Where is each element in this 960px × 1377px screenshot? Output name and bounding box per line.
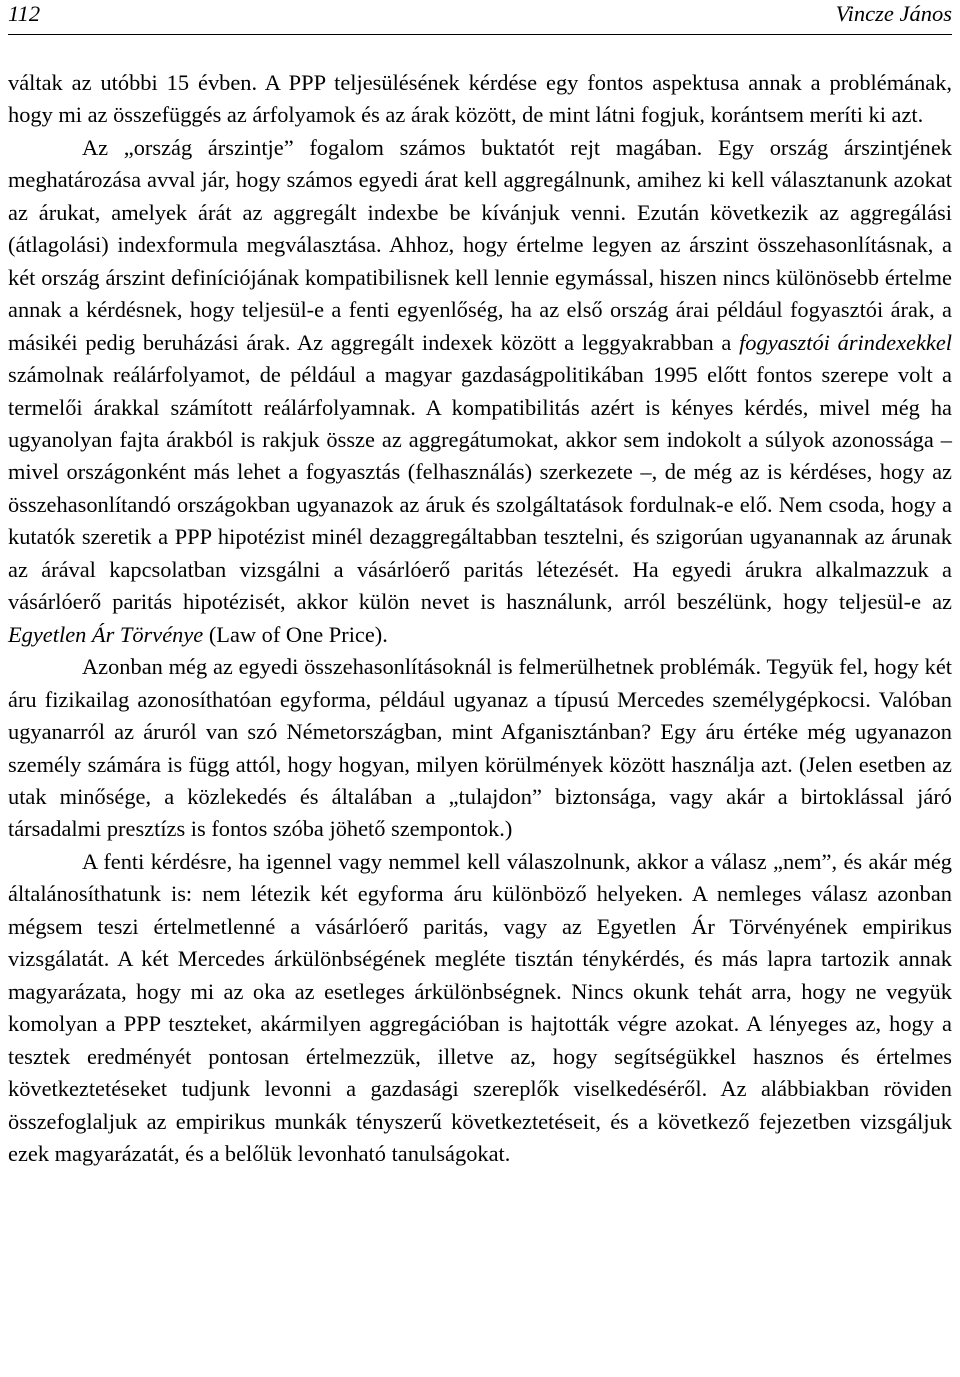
text-run: számolnak reálárfolyamot, de például a magyar gazdaságpolitikában 1995 előtt fontos szerepe volt a termelői árakkal számított reálárfolyamnak. A kompatibilitás azért is kényes kérdés, mivel még ha ugyanolyan fajta árakból is rakjuk össze az aggregátumokat, akkor sem indokolt a súlyok azonossága – mivel országonként más lehet a fogyasztás (felhasználás) szerkezete –, de még az is kérdéses, hogy az összehasonlítandó országokban ugyanazok az áruk és szolgáltatások fordulnak-e elő. Nem csoda, hogy a kutatók szeretik a PPP hipotézist minél dezaggregáltabban tesztelni, és szigorúan ugyanannak az árunak az árával kapcsolatban vizsgálni a vásárlóerő paritás létezését. Ha egyedi árukra alkalmazzuk a vásárlóerő paritás hipotézisét, akkor külön nevet is használunk, arról beszélünk, hogy teljesül-e az (8, 362, 952, 615)
page-number: 112 (8, 1, 41, 26)
italic-term: Egyetlen Ár Törvénye (8, 621, 204, 647)
text-run: Azonban még az egyedi összehasonlításoknál is felmerülhetnek problémák. Tegyük fel, hogy két áru fizikailag azonosíthatóan egyforma, például ugyanaz a típusú Mercedes személygépkocsi. Valóban ugyanarról az áruról van szó Németországban, mint Afganisztánban? Egy áru értéke még ugyanazon személy számára is függ attól, hogy hogyan, milyen körülmények között használja azt. (Jelen esetben az utak minősége, a közlekedés és általában a „tulajdon” biztonsága, vagy akár a birtoklással járó társadalmi presztízs is fontos szóba jöhető szempontok.) (8, 654, 952, 842)
paragraph (8, 846, 952, 1171)
text-run: Az „ország árszintje” fogalom számos buktatót rejt magában. Egy ország árszintjének meghatározása avval jár, hogy számos egyedi árat kell aggregálnunk, amihez ki kell választanunk azokat az árukat, amelyek árát az aggregált indexbe be kívánjuk venni. Ezután következik az aggregálási (átlagolási) indexformula megválasztása. Ahhoz, hogy értelme legyen az árszint összehasonlításnak, a két ország árszint definíciójának kompatibilisnek kell lennie egymással, hiszen nincs különösebb értelme annak a kérdésnek, hogy teljesül-e a fenti egyenlőség, ha az első ország árai például fogyasztói árak, a másikéi pedig beruházási árak. Az aggregált indexek között a leggyakrabban a (8, 134, 952, 355)
paragraph (8, 651, 952, 846)
paragraph (8, 67, 952, 132)
italic-term: fogyasztói árindexekkel (739, 329, 952, 355)
text-run: váltak az utóbbi 15 évben. A PPP teljesülésének kérdése egy fontos aspektusa annak a problémának, hogy mi az összefüggés az árfolyamok és az árak között, de mint látni fogjuk, korántsem meríti ki azt. (8, 70, 952, 128)
paragraph (8, 132, 952, 651)
running-header-author: Vincze János (835, 1, 952, 26)
text-run: (Law of One Price). (203, 621, 388, 647)
text-run: A fenti kérdésre, ha igennel vagy nemmel kell válaszolnunk, akkor a válasz „nem”, és akár még általánosíthatunk is: nem létezik két egyforma áru különböző helyeken. A nemleges válasz azonban mégsem teszi értelmetlenné a vásárlóerő paritás, vagy az Egyetlen Ár Törvényének empirikus vizsgálatát. A két Mercedes árkülönbségének megléte tisztán ténykérdés, és más lapra tartozik annak magyarázata, hogy mi az oka az esetleges árkülönbségnek. Nincs okunk tehát arra, hogy ne vegyük komolyan a PPP teszteket, akármilyen aggregációban is hajtották végre azokat. A lényeges az, hogy a tesztek eredményét pontosan értelmezzük, illetve az, hogy segítségükkel hasznos és értelmes következtetéseket tudjunk levonni a gazdasági szereplők viselkedéséről. Az alábbiakban röviden összefoglaljuk az empirikus munkák tényszerű következtetéseit, és a következő fejezetben vizsgáljuk ezek magyarázatát, és a belőlük levonható tanulságokat. (8, 848, 952, 1166)
body-text (8, 67, 952, 1170)
running-header (8, 0, 952, 35)
